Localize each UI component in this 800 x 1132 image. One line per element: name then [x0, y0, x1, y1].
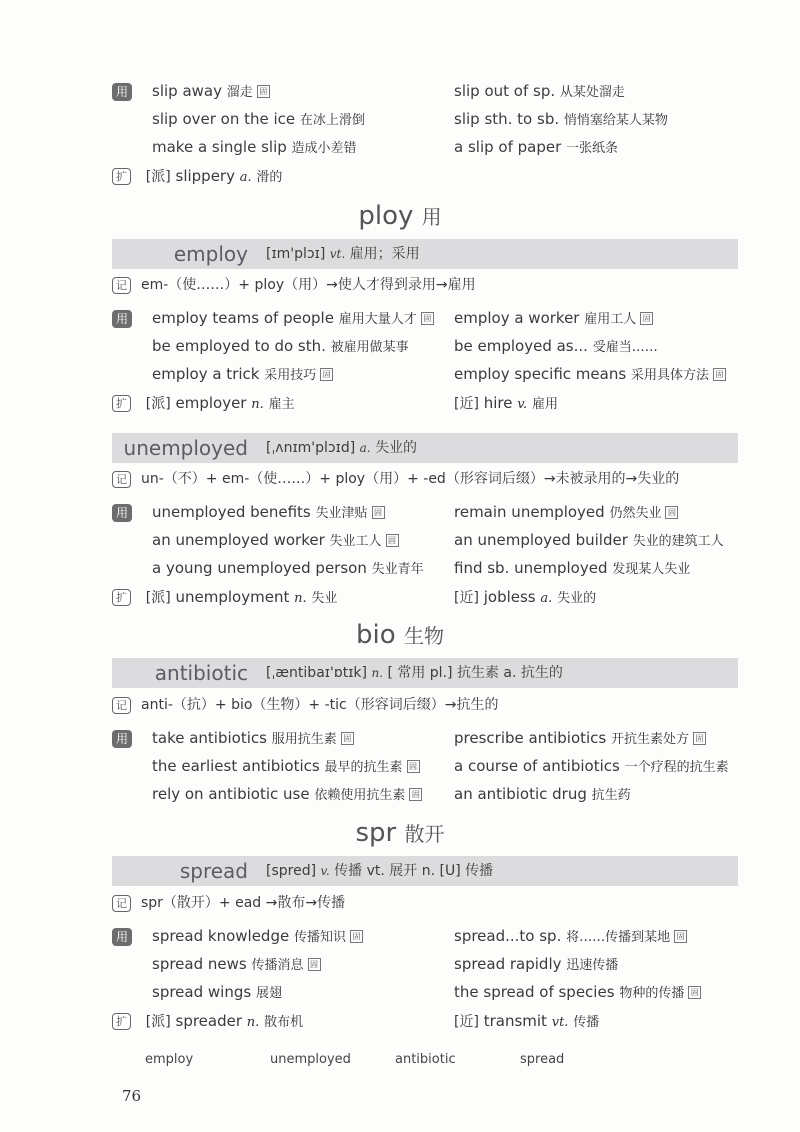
ext-tag-icon: 扩 [112, 589, 131, 606]
memo-row: 记 spr（散开）+ ead →散布→传播 [112, 893, 345, 913]
ext-row: 扩 [派] unemployment n. 失业 [112, 587, 337, 609]
use-row [112, 502, 142, 522]
phrase: an antibiotic drug 抗生药 [454, 785, 631, 803]
entry-header-employ [112, 239, 738, 269]
synonym: [近] transmit vt. 传播 [454, 1012, 600, 1030]
box-icon: 固 [350, 930, 363, 943]
phrase: slip sth. to sb. 悄悄塞给某人某物 [454, 110, 668, 128]
phrase: a slip of paper 一张纸条 [454, 138, 619, 156]
phrase: make a single slip 造成小差错 [152, 138, 357, 156]
phrase: be employed as... 受雇当…… [454, 337, 658, 355]
use-row [112, 926, 142, 946]
box-icon: 固 [693, 732, 706, 745]
ext-tag-icon: 扩 [112, 395, 131, 412]
box-icon: 固 [674, 930, 687, 943]
ext-tag-icon: 扩 [112, 1013, 131, 1030]
headword: employ [173, 242, 248, 266]
definition: [ɪm'plɔɪ] vt. 雇用；采用 [266, 246, 420, 262]
footer-word: antibiotic [395, 1052, 456, 1067]
phrase: employ a trick 采用技巧 固 [152, 364, 333, 386]
phrase: the spread of species 物种的传播 固 [454, 982, 701, 1004]
footer-word: spread [520, 1052, 565, 1067]
memo-tag-icon: 记 [112, 277, 131, 294]
use-tag-icon: 用 [112, 730, 132, 748]
definition: [ˌæntibaɪ'ɒtɪk] n. [ 常用 pl.] 抗生素 a. 抗生的 [266, 665, 563, 681]
phrase: spread rapidly 迅速传播 [454, 955, 619, 973]
use-row [112, 81, 142, 101]
synonym: [近] jobless a. 失业的 [454, 588, 597, 606]
headword: unemployed [123, 436, 248, 460]
box-icon: 固 [320, 368, 333, 381]
box-icon: 固 [665, 506, 678, 519]
memo-row: 记 anti-（抗）+ bio（生物）+ -tic（形容词后缀）→抗生的 [112, 695, 498, 715]
phrase: slip over on the ice 在冰上滑倒 [152, 110, 365, 128]
ext-row: 扩 [派] employer n. 雇主 [112, 393, 295, 415]
phrase: find sb. unemployed 发现某人失业 [454, 559, 691, 577]
entry-header-antibiotic [112, 658, 738, 688]
memo-tag-icon: 记 [112, 471, 131, 488]
memo-tag-icon: 记 [112, 697, 131, 714]
box-icon: 固 [372, 506, 385, 519]
use-tag-icon: 用 [112, 310, 132, 328]
phrase: spread wings 展翅 [152, 983, 282, 1001]
box-icon: 固 [386, 534, 399, 547]
box-icon: 固 [308, 958, 321, 971]
phrase: take antibiotics 服用抗生素 固 [152, 728, 354, 750]
headword: spread [179, 859, 248, 883]
phrase: an unemployed builder 失业的建筑工人 [454, 531, 724, 549]
ext-row: 扩 [派] slippery a. 滑的 [112, 166, 282, 188]
box-icon: 固 [421, 312, 434, 325]
memo-row: 记 un-（不）+ em-（使……）+ ploy（用）+ -ed（形容词后缀）→未被录用的→失业的 [112, 469, 679, 489]
phrase: an unemployed worker 失业工人 固 [152, 530, 399, 552]
phrase: prescribe antibiotics 开抗生素处方 固 [454, 728, 706, 750]
box-icon: 固 [341, 732, 354, 745]
root-heading: ploy 用 [358, 201, 442, 231]
entry-header-spread [112, 856, 738, 886]
memo-row: 记 em-（使……）+ ploy（用）→使人才得到录用→雇用 [112, 275, 476, 295]
footer-word: employ [145, 1052, 194, 1067]
root-heading: bio 生物 [356, 620, 444, 650]
definition: [spred] v. 传播 vt. 展开 n. [U] 传播 [266, 863, 494, 879]
phrase: rely on antibiotic use 依赖使用抗生素 固 [152, 784, 422, 806]
phrase: a young unemployed person 失业青年 [152, 559, 424, 577]
box-icon: 固 [640, 312, 653, 325]
phrase: slip out of sp. 从某处溜走 [454, 82, 625, 100]
use-tag-icon: 用 [112, 504, 132, 522]
ext-tag-icon: 扩 [112, 168, 131, 185]
use-tag-icon: 用 [112, 928, 132, 946]
box-icon: 固 [407, 760, 420, 773]
phrase: a course of antibiotics 一个疗程的抗生素 [454, 757, 729, 775]
phrase: unemployed benefits 失业津贴 固 [152, 502, 385, 524]
box-icon: 固 [257, 85, 270, 98]
headword: antibiotic [154, 661, 248, 685]
ext-row: 扩 [派] spreader n. 散布机 [112, 1011, 303, 1033]
entry-header-unemployed [112, 433, 738, 463]
phrase: spread...to sp. 将……传播到某地 固 [454, 926, 687, 948]
phrase: the earliest antibiotics 最早的抗生素 固 [152, 756, 420, 778]
use-row [112, 728, 142, 748]
box-icon: 固 [713, 368, 726, 381]
footer-word: unemployed [270, 1052, 351, 1067]
box-icon: 固 [409, 788, 422, 801]
use-row [112, 308, 142, 328]
phrase: employ a worker 雇用工人 固 [454, 308, 653, 330]
phrase: slip away 溜走 固 [152, 81, 270, 103]
phrase: remain unemployed 仍然失业 固 [454, 502, 678, 524]
synonym: [近] hire v. 雇用 [454, 394, 558, 412]
phrase: be employed to do sth. 被雇用做某事 [152, 337, 409, 355]
phrase: employ teams of people 雇用大量人才 固 [152, 308, 434, 330]
phrase: employ specific means 采用具体方法 固 [454, 364, 726, 386]
memo-tag-icon: 记 [112, 895, 131, 912]
definition: [ˌʌnɪm'plɔɪd] a. 失业的 [266, 440, 418, 456]
page-number: 76 [122, 1087, 142, 1105]
phrase: spread news 传播消息 固 [152, 954, 321, 976]
use-tag-icon: 用 [112, 83, 132, 101]
phrase: spread knowledge 传播知识 固 [152, 926, 363, 948]
root-heading: spr 散开 [355, 818, 445, 848]
box-icon: 固 [688, 986, 701, 999]
